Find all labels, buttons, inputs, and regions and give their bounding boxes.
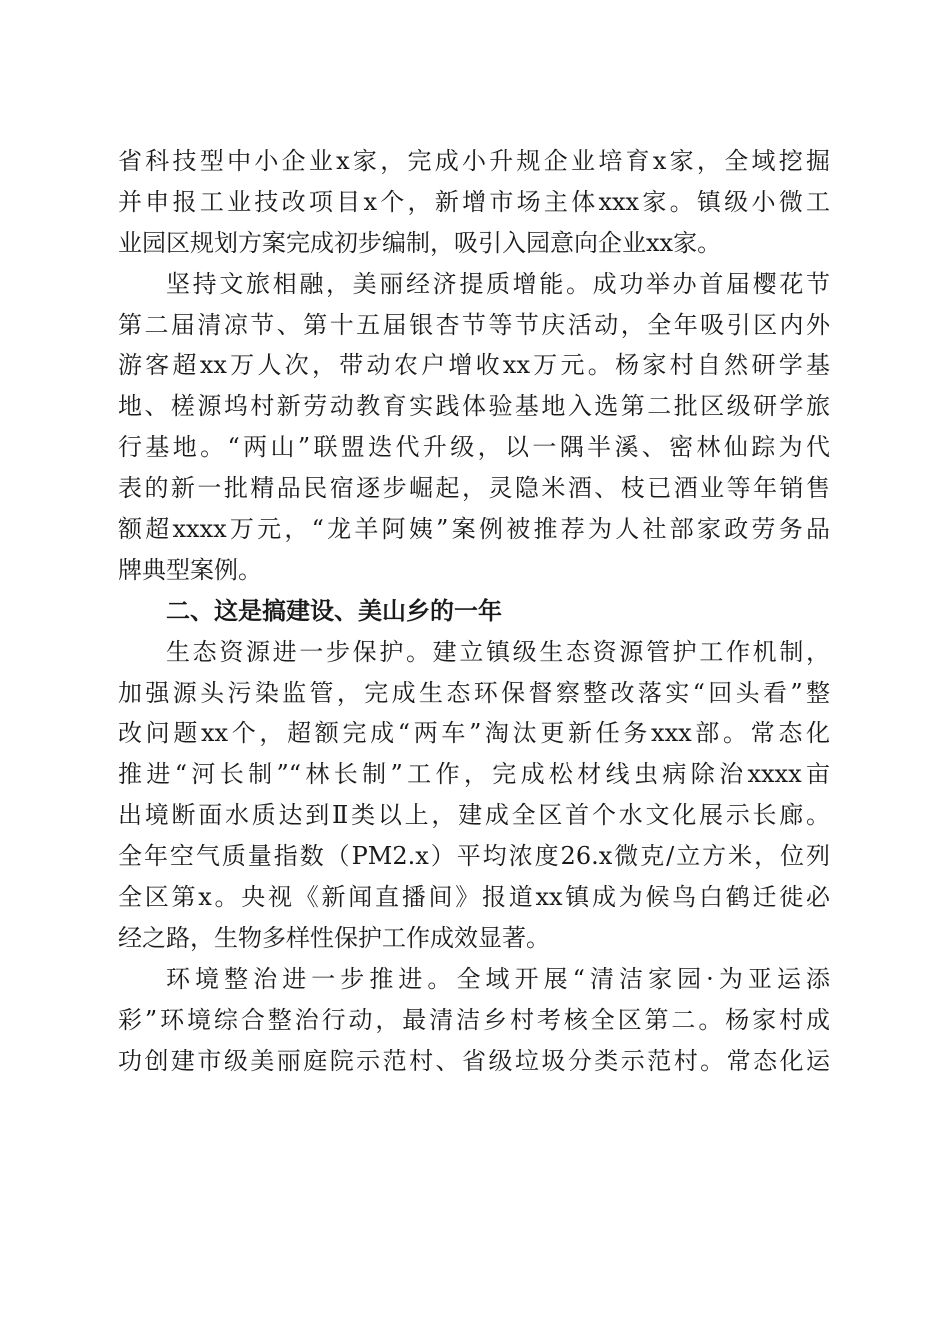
text-line: 全区第x。央视《新闻直播间》报道xx镇成为候鸟白鹤迁徙必: [118, 883, 830, 912]
text-line: 表的新一批精品民宿逐步崛起，灵隐米酒、枝已酒业等年销售: [118, 474, 830, 503]
text-line: 经之路，生物多样性保护工作成效显著。: [118, 923, 550, 952]
text-line: 全年空气质量指数（PM2.x）平均浓度26.x微克/立方米，位列: [118, 842, 830, 871]
section-heading: [118, 591, 830, 632]
document-body: [118, 141, 830, 1081]
text-line: 生态资源进一步保护。建立镇级生态资源管护工作机制，: [166, 637, 830, 666]
paragraph-enterprise: [118, 141, 830, 264]
text-line: 地、槎源坞村新劳动教育实践体验基地入选第二批区级研学旅: [118, 392, 830, 421]
text-line: 推进“河长制”“林长制”工作，完成松材线虫病除治xxxx亩: [118, 760, 830, 789]
text-line: 额超xxxx万元，“龙羊阿姨”案例被推荐为人社部家政劳务品: [118, 515, 830, 544]
text-line: 彩”环境综合整治行动，最清洁乡村考核全区第二。杨家村成: [118, 1005, 830, 1034]
text-line: 牌典型案例。: [118, 555, 262, 584]
paragraph-ecology: [118, 632, 830, 959]
text-line: 加强源头污染监管，完成生态环保督察整改落实“回头看”整: [118, 678, 830, 707]
text-line: 并申报工业技改项目x个，新增市场主体xxx家。镇级小微工: [118, 187, 830, 216]
section-heading-text: 二、这是搞建设、美山乡的一年: [166, 596, 502, 625]
text-line: 改问题xx个，超额完成“两车”淘汰更新任务xxx部。常态化: [118, 719, 830, 748]
text-line: 省科技型中小企业x家，完成小升规企业培育x家，全域挖掘: [118, 147, 830, 175]
text-line: 出境断面水质达到Ⅱ类以上，建成全区首个水文化展示长廊。: [118, 801, 830, 830]
paragraph-environment: [118, 959, 830, 1082]
text-line: 第二届清凉节、第十五届银杏节等节庆活动，全年吸引区内外: [118, 310, 830, 339]
text-line: 环境整治进一步推进。全域开展“清洁家园·为亚运添: [166, 964, 830, 993]
text-line: 游客超xx万人次，带动农户增收xx万元。杨家村自然研学基: [118, 351, 830, 380]
paragraph-culture-tourism: [118, 264, 830, 591]
text-line: 功创建市级美丽庭院示范村、省级垃圾分类示范村。常态化运: [118, 1046, 830, 1075]
text-line: 行基地。“两山”联盟迭代升级，以一隅半溪、密林仙踪为代: [118, 433, 830, 462]
text-line: 坚持文旅相融，美丽经济提质增能。成功举办首届樱花节: [166, 269, 830, 298]
text-line: 业园区规划方案完成初步编制，吸引入园意向企业xx家。: [118, 228, 722, 257]
